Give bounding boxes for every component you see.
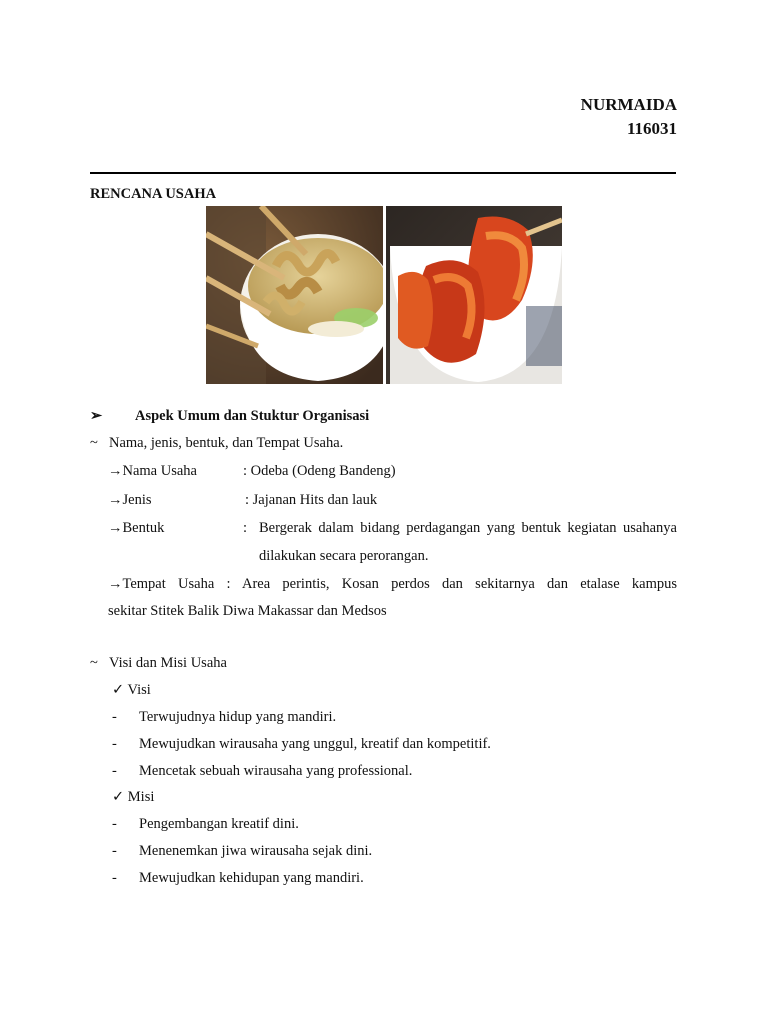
visi-item: Mewujudkan wirausaha yang unggul, kreatif dan kompetitif. bbox=[139, 736, 491, 752]
check-icon: ✓ bbox=[112, 682, 125, 698]
misi-item: Pengembangan kreatif dini. bbox=[139, 816, 299, 832]
item-tempat bbox=[108, 576, 677, 593]
item-jenis bbox=[108, 492, 152, 509]
arrow-icon: → bbox=[108, 576, 123, 592]
bentuk-value-line2: dilakukan secara perorangan. bbox=[259, 548, 429, 564]
aspect-heading: Aspek Umum dan Stuktur Organisasi bbox=[135, 408, 370, 424]
misi-item: Menenemkan jiwa wirausaha sejak dini. bbox=[139, 843, 373, 859]
bentuk-value-line1: Bergerak dalam bidang perdagangan yang bentuk kegiatan usahanya bbox=[259, 520, 677, 536]
dash-marker: - bbox=[112, 736, 117, 752]
author-id: 116031 bbox=[626, 119, 677, 138]
dash-marker: - bbox=[112, 870, 117, 886]
jenis-value: : Jajanan Hits dan lauk bbox=[245, 492, 378, 508]
dash-marker: - bbox=[112, 843, 117, 859]
section-title: RENCANA USAHA bbox=[90, 186, 217, 202]
visi-misi-heading: Visi dan Misi Usaha bbox=[109, 655, 227, 671]
arrow-icon: → bbox=[108, 520, 123, 536]
misi-item: Mewujudkan kehidupan yang mandiri. bbox=[139, 870, 364, 886]
visi-label: Visi bbox=[127, 682, 151, 698]
item-nama bbox=[108, 463, 197, 480]
odeng-spicy-photo bbox=[386, 206, 562, 384]
arrow-icon: → bbox=[108, 463, 123, 479]
misi-label: Misi bbox=[127, 789, 155, 805]
misi-heading bbox=[112, 789, 154, 806]
header-rule bbox=[90, 172, 676, 174]
nama-label: Nama Usaha bbox=[122, 463, 197, 479]
bullet-arrow-icon: ➢ bbox=[90, 408, 103, 424]
dash-marker: - bbox=[112, 816, 117, 832]
tempat-line1: Tempat Usaha : Area perintis, Kosan perdos dan sekitarnya dan etalase kampus bbox=[122, 576, 677, 592]
jenis-label: Jenis bbox=[122, 492, 152, 508]
nama-value: : Odeba (Odeng Bandeng) bbox=[243, 463, 396, 479]
visi-heading bbox=[112, 682, 151, 699]
dash-marker: - bbox=[112, 763, 117, 779]
dash-marker: - bbox=[112, 709, 117, 725]
visi-item: Mencetak sebuah wirausaha yang professional. bbox=[139, 763, 413, 779]
item-bentuk bbox=[108, 520, 164, 537]
tempat-line2: sekitar Stitek Balik Diwa Makassar dan Medsos bbox=[108, 603, 387, 619]
tilde-marker: ~ bbox=[90, 435, 98, 451]
bentuk-label: Bentuk bbox=[122, 520, 165, 536]
tilde-marker: ~ bbox=[90, 655, 98, 671]
visi-item: Terwujudnya hidup yang mandiri. bbox=[139, 709, 337, 725]
author-name: NURMAIDA bbox=[580, 95, 677, 114]
aspect-intro: Nama, jenis, bentuk, dan Tempat Usaha. bbox=[109, 435, 344, 451]
check-icon: ✓ bbox=[112, 789, 125, 805]
odeng-broth-photo bbox=[206, 206, 383, 384]
author-block bbox=[581, 93, 677, 141]
bentuk-colon: : bbox=[243, 520, 248, 536]
arrow-icon: → bbox=[108, 492, 123, 508]
